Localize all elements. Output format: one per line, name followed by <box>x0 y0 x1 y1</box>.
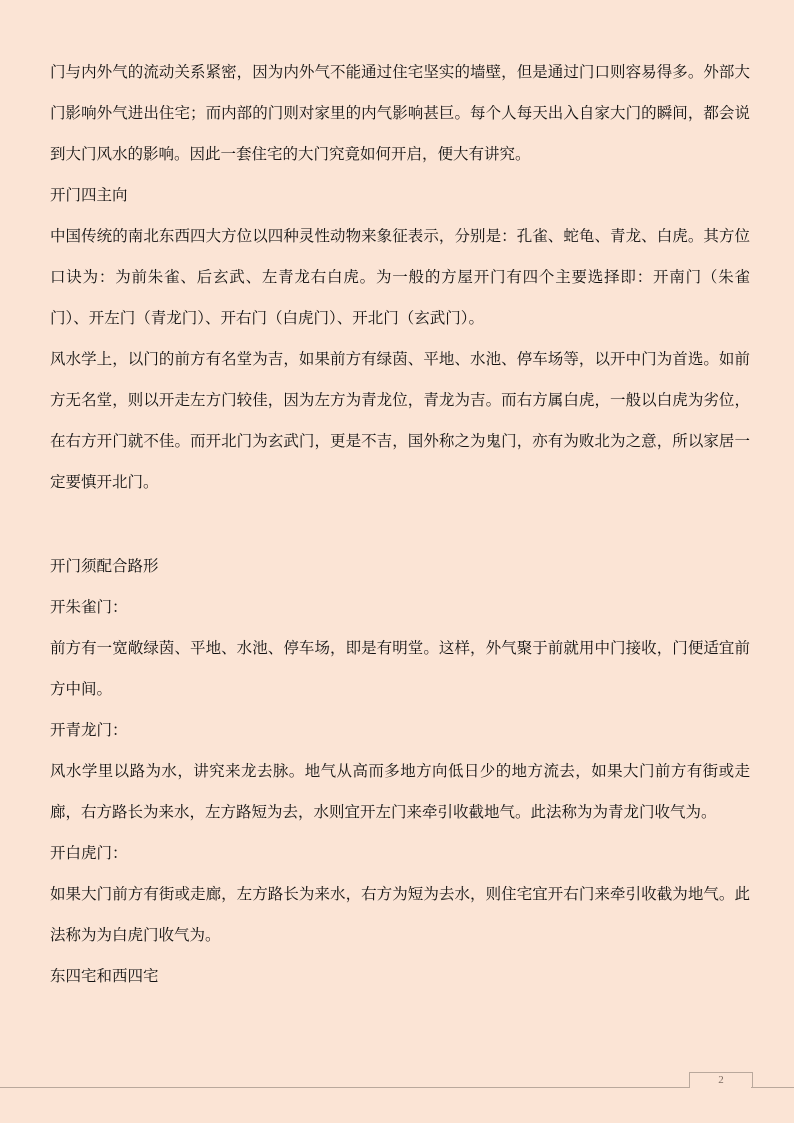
paragraph-mingtang: 风水学上，以门的前方有名堂为吉，如果前方有绿茵、平地、水池、停车场等，以开中门为首选。如前方无名堂，则以开走左方门较佳，因为左方为青龙位，青龙为吉。而右方属白虎，一般以白虎为劣位，在右方开门就不佳。而开北门为玄武门，更是不吉，国外称之为鬼门，亦有为败北为之意，所以家居一定要慎开北门。 <box>50 350 750 491</box>
paragraph-baihu-door: 如果大门前方有街或走廊，左方路长为来水，右方为短为去水，则住宅宜开右门来牵引收截为地气。此法称为为白虎门收气为。 <box>50 885 750 944</box>
paragraph-qinglong-door: 风水学里以路为水，讲究来龙去脉。地气从高而多地方向低日少的地方流去，如果大门前方有街或走廊，右方路长为来水，左方路短为去，水则宜开左门来牵引收截地气。此法称为为青龙门收气为。 <box>50 762 750 821</box>
paragraph-zhuque-door: 前方有一宽敞绿茵、平地、水池、停车场，即是有明堂。这样，外气聚于前就用中门接收，门便适宜前方中间。 <box>50 639 750 698</box>
footer-rule-right <box>751 1087 794 1088</box>
heading-four-directions: 开门四主向 <box>50 186 128 204</box>
page-body <box>50 52 750 997</box>
page-number: 2 <box>689 1072 753 1088</box>
heading-east-west-houses: 东四宅和西四宅 <box>50 967 159 985</box>
heading-road-shape: 开门须配合路形 <box>50 557 159 575</box>
footer-rule-left <box>0 1087 689 1088</box>
paragraph-four-animals: 中国传统的南北东西四大方位以四种灵性动物来象征表示，分别是：孔雀、蛇龟、青龙、白虎。其方位口诀为：为前朱雀、后玄武、左青龙右白虎。为一般的方屋开门有四个主要选择即：开南门（朱雀门）、开左门（青龙门）、开右门（白虎门）、开北门（玄武门）。 <box>50 227 750 327</box>
subheading-baihu-door: 开白虎门： <box>50 844 128 862</box>
blank-line <box>50 503 750 546</box>
paragraph-door-airflow: 门与内外气的流动关系紧密，因为内外气不能通过住宅坚实的墙壁，但是通过门口则容易得多。外部大门影响外气进出住宅；而内部的门则对家里的内气影响甚巨。每个人每天出入自家大门的瞬间，都会说到大门风水的影响。因此一套住宅的大门究竟如何开启，便大有讲究。 <box>50 63 750 163</box>
subheading-qinglong-door: 开青龙门： <box>50 721 128 739</box>
subheading-zhuque-door: 开朱雀门： <box>50 598 128 616</box>
